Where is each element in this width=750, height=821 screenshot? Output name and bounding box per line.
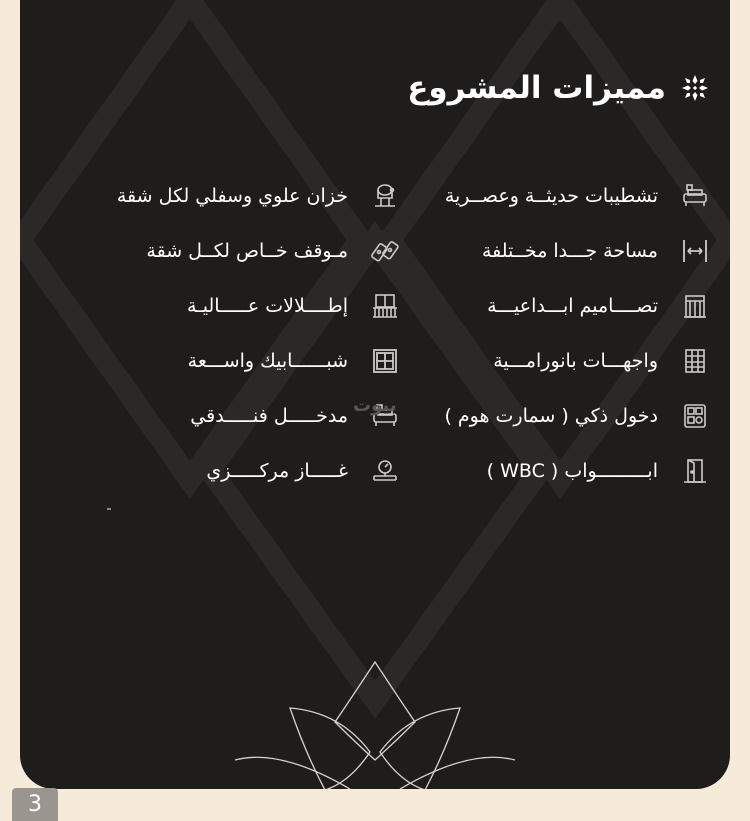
- features-card: [20, 0, 730, 789]
- window-icon: [370, 346, 400, 376]
- feature-label: دخول ذكي ( سمارت هوم ): [444, 404, 658, 427]
- feature-label: إطــــلالات عـــــاليـة: [187, 294, 348, 317]
- feature-item: [410, 388, 710, 443]
- sofa-icon: [680, 181, 710, 211]
- title-row: [407, 62, 710, 114]
- feature-row: [20, 333, 730, 388]
- feature-row: [20, 168, 730, 223]
- area-arrows-icon: [680, 236, 710, 266]
- feature-item: [410, 168, 710, 223]
- feature-label: ابـــــــــواب ( WBC ): [486, 459, 658, 482]
- watermark: بيوت: [353, 395, 397, 416]
- water-tank-icon: [370, 181, 400, 211]
- ornament-star-icon: [680, 73, 710, 103]
- page-number: 3: [12, 788, 58, 821]
- feature-item: [95, 443, 400, 498]
- feature-row: [20, 223, 730, 278]
- feature-item: [410, 278, 710, 333]
- feature-label: تشطيبات حديثــة وعصــرية: [444, 184, 658, 207]
- feature-item: [410, 333, 710, 388]
- feature-item: [95, 223, 400, 278]
- building-icon: [680, 291, 710, 321]
- feature-item: [410, 223, 710, 278]
- feature-label: خزان علوي وسفلي لكل شقة: [116, 184, 348, 207]
- feature-item: [95, 168, 400, 223]
- facade-icon: [680, 346, 710, 376]
- divider: [107, 508, 111, 510]
- feature-label: مساحة جـــدا مخــتلفة: [481, 239, 658, 262]
- feature-label: مدخـــــل فنـــــدقي: [190, 404, 348, 427]
- features-grid: [20, 168, 730, 498]
- feature-item: [95, 278, 400, 333]
- page-title: مميزات المشروع: [407, 70, 666, 106]
- feature-label: شبــــــابيك واســـعة: [187, 349, 348, 372]
- smart-lock-icon: [680, 401, 710, 431]
- feature-item: [410, 443, 710, 498]
- feature-label: تصــــاميم ابـــداعيـــة: [487, 294, 658, 317]
- balcony-icon: [370, 291, 400, 321]
- feature-item: [95, 333, 400, 388]
- feature-row: [20, 443, 730, 498]
- feature-label: واجهـــات بانورامـــية: [493, 349, 658, 372]
- parking-icon: [370, 236, 400, 266]
- feature-row: [20, 278, 730, 333]
- gas-icon: [370, 456, 400, 486]
- feature-label: غـــــاز مركـــــزي: [206, 459, 348, 482]
- feature-label: مـوقف خــاص لكــل شقة: [146, 239, 348, 262]
- door-icon: [680, 456, 710, 486]
